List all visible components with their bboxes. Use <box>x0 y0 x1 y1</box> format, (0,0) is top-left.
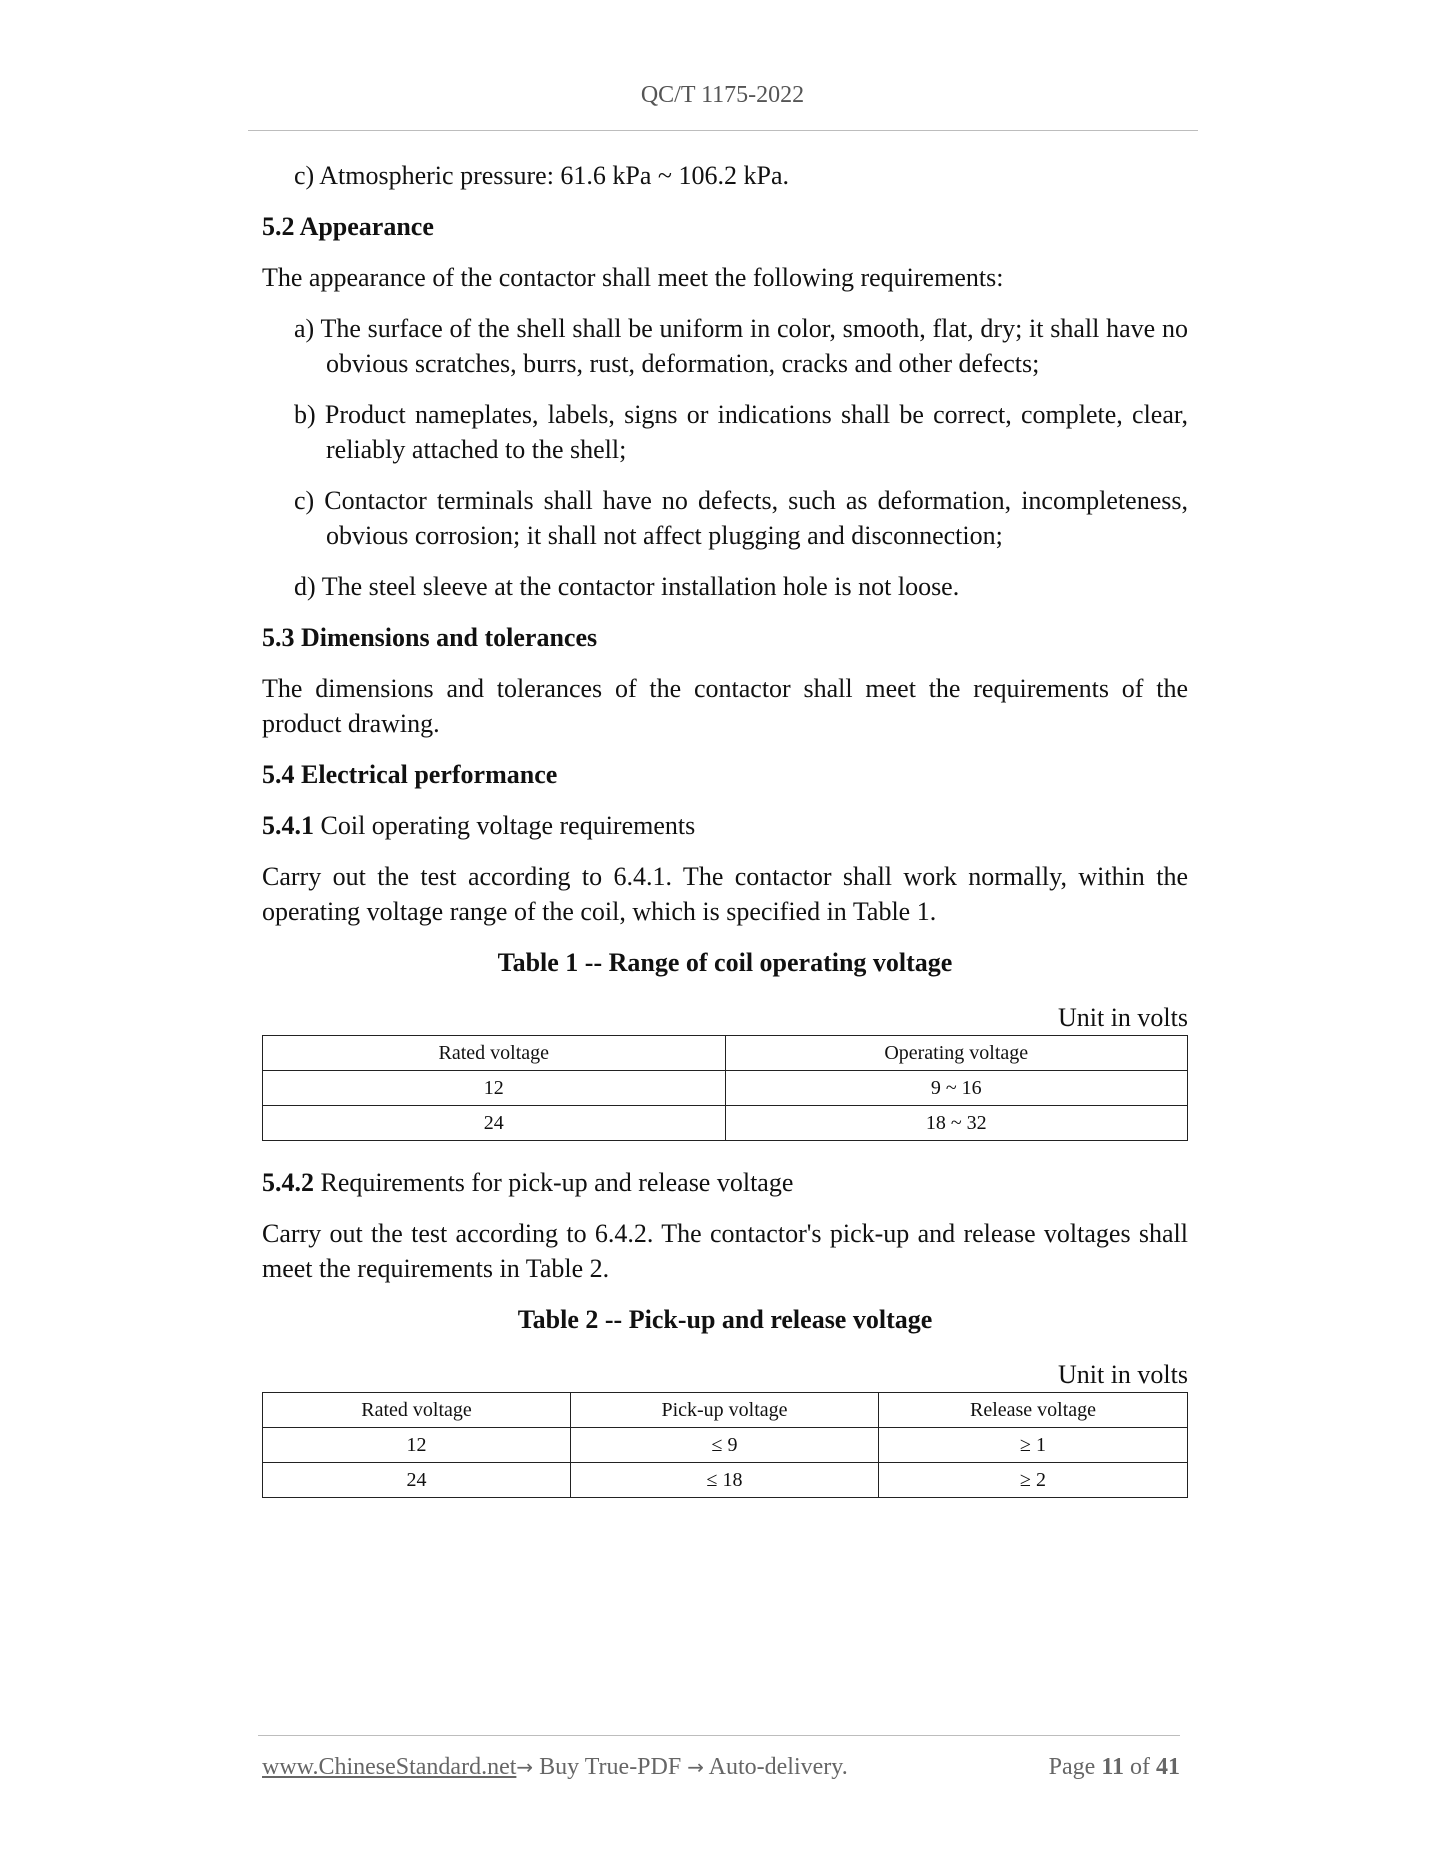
section-5-4-2-title: Requirements for pick-up and release voltage <box>314 1168 794 1197</box>
page-total: 41 <box>1156 1754 1180 1780</box>
page-indicator <box>1049 1754 1180 1781</box>
section-5-4-2-text: Carry out the test according to 6.4.2. The contactor's pick-up and release voltages shall meet the requirements in Table 2. <box>262 1219 1188 1283</box>
appearance-item-b: b) Product nameplates, labels, signs or indications shall be correct, complete, clear, reliably attached to the shell; <box>294 400 1188 464</box>
table-2-header-cell: Pick-up voltage <box>571 1393 879 1428</box>
page-current: 11 <box>1101 1754 1124 1780</box>
section-5-4-1-title: Coil operating voltage requirements <box>314 811 696 840</box>
section-5-2-heading: 5.2 Appearance <box>262 212 434 241</box>
table-2-header-cell: Rated voltage <box>263 1393 571 1428</box>
section-5-4-2-number: 5.4.2 <box>262 1168 314 1197</box>
section-5-2-intro: The appearance of the contactor shall meet the following requirements: <box>262 263 1004 292</box>
table-cell: 12 <box>263 1071 726 1106</box>
table-cell: 24 <box>263 1463 571 1498</box>
table-1-header-cell: Rated voltage <box>263 1036 726 1071</box>
table-1 <box>262 1035 1188 1141</box>
appearance-item-d: d) The steel sleeve at the contactor installation hole is not loose. <box>294 572 960 601</box>
footer-divider <box>258 1735 1180 1736</box>
table-row <box>263 1428 1188 1463</box>
table-cell: 12 <box>263 1428 571 1463</box>
section-5-3-heading: 5.3 Dimensions and tolerances <box>262 623 598 652</box>
table-2-title: Table 2 -- Pick-up and release voltage <box>517 1305 933 1334</box>
appearance-item-c: c) Contactor terminals shall have no defects, such as deformation, incompleteness, obvious corrosion; it shall not affect plugging and disconnection; <box>294 486 1188 550</box>
appearance-item-a: a) The surface of the shell shall be uniform in color, smooth, flat, dry; it shall have no obvious scratches, burrs, rust, deformation, cracks and other defects; <box>294 314 1188 378</box>
section-5-4-1-text: Carry out the test according to 6.4.1. The contactor shall work normally, within the operating voltage range of the coil, which is specified in Table 1. <box>262 862 1188 926</box>
table-row <box>263 1071 1188 1106</box>
page-of-label: of <box>1130 1754 1150 1780</box>
table-cell: 18 ~ 32 <box>725 1106 1188 1141</box>
arrow-right-icon: → <box>687 1755 704 1779</box>
arrow-right-icon: → <box>516 1755 534 1779</box>
section-5-3-text: The dimensions and tolerances of the contactor shall meet the requirements of the product drawing. <box>262 674 1188 738</box>
table-2-unit: Unit in volts <box>1057 1360 1188 1389</box>
section-5-4-1-number: 5.4.1 <box>262 811 314 840</box>
delivery-text: Auto-delivery. <box>703 1754 848 1780</box>
document-body <box>262 158 1188 1498</box>
site-link[interactable]: www.ChineseStandard.net <box>262 1754 517 1780</box>
section-5-4-1-heading <box>262 808 1188 843</box>
section-5-4-2-heading <box>262 1165 1188 1200</box>
table-cell: ≤ 9 <box>571 1428 879 1463</box>
table-cell: ≥ 1 <box>879 1428 1188 1463</box>
table-cell: ≤ 18 <box>571 1463 879 1498</box>
table-row <box>263 1463 1188 1498</box>
table-1-header-cell: Operating voltage <box>725 1036 1188 1071</box>
table-2-header-cell: Release voltage <box>879 1393 1188 1428</box>
table-cell: ≥ 2 <box>879 1463 1188 1498</box>
buy-text: Buy True-PDF <box>533 1754 688 1780</box>
table-1-unit: Unit in volts <box>1057 1003 1188 1032</box>
page-label: Page <box>1048 1754 1096 1780</box>
pressure-item: c) Atmospheric pressure: 61.6 kPa ~ 106.2 kPa. <box>294 161 789 190</box>
table-cell: 24 <box>263 1106 726 1141</box>
footer-promo <box>262 1754 848 1781</box>
header-divider <box>248 130 1198 131</box>
section-5-4-heading: 5.4 Electrical performance <box>262 760 558 789</box>
table-cell: 9 ~ 16 <box>725 1071 1188 1106</box>
table-2-header-row <box>263 1393 1188 1428</box>
table-1-title: Table 1 -- Range of coil operating voltage <box>497 948 953 977</box>
table-1-header-row <box>263 1036 1188 1071</box>
table-2 <box>262 1392 1188 1498</box>
table-row <box>263 1106 1188 1141</box>
header-title: QC/T 1175-2022 <box>640 82 805 108</box>
